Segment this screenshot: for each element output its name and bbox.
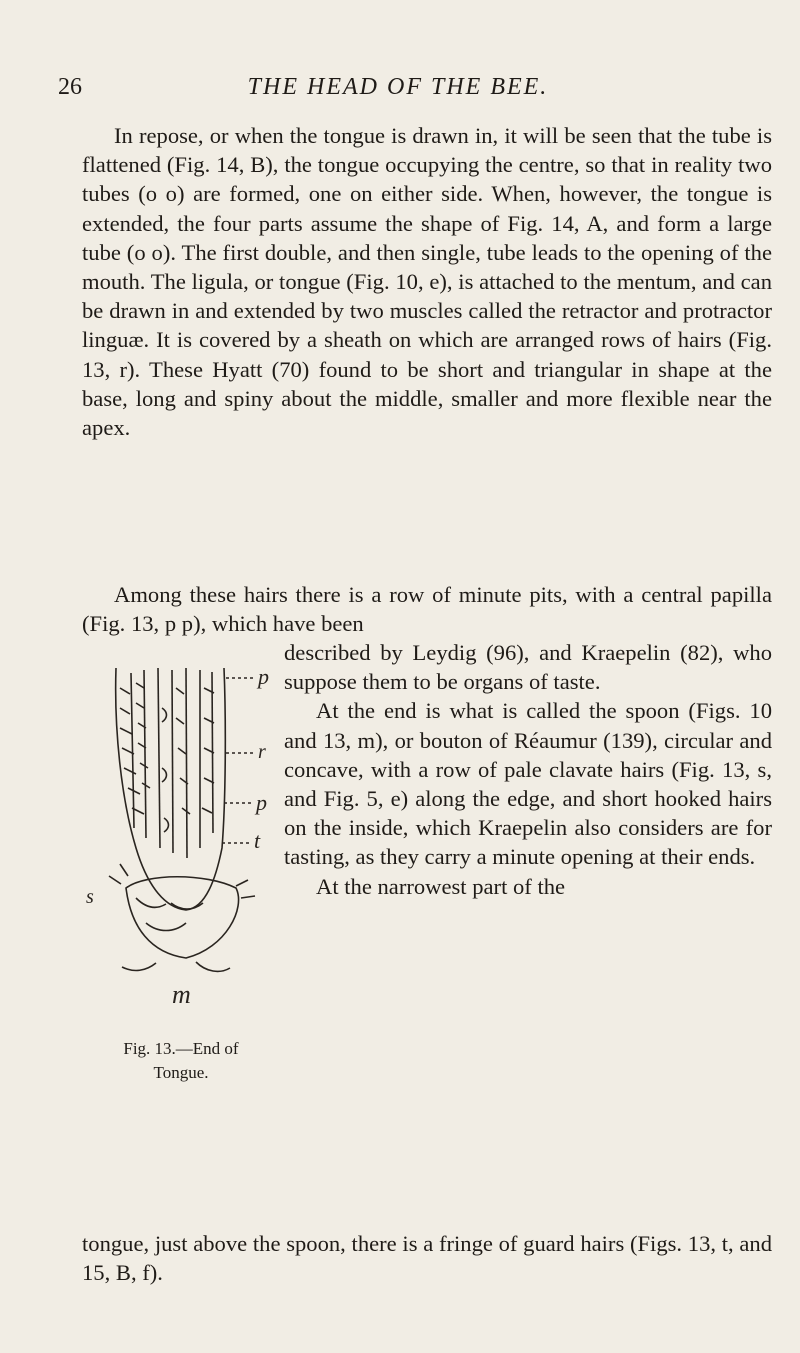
running-title: THE HEAD OF THE BEE.: [247, 74, 549, 100]
wrapped-text-column: [284, 638, 772, 901]
label-t: t: [254, 828, 261, 853]
tongue-illustration: [76, 648, 286, 1038]
tongue-figure: [76, 648, 286, 1038]
caption-line-1: Fig. 13.—End of: [123, 1039, 239, 1058]
paragraph-4-start: At the narrowest part of the: [316, 873, 566, 899]
label-m: m: [172, 980, 191, 1009]
paragraph-2-wrap: described by Leydig (96), and Kraepelin (82), who suppose them to be organs of taste.: [284, 640, 772, 695]
label-s: s: [86, 886, 94, 908]
label-p-mid: p: [256, 790, 267, 815]
page-number: 26: [58, 74, 82, 100]
paragraph-2-top: Among these hairs there is a row of minute pits, with a central papilla (Fig. 13, p p), which have been: [82, 582, 772, 637]
caption-line-2: Tongue.: [153, 1063, 209, 1082]
label-p-top: p: [258, 664, 269, 689]
paragraph-4-end: tongue, just above the spoon, there is a fringe of guard hairs (Figs. 13, t, and 15, B, f).: [82, 1231, 772, 1286]
figure-caption: [76, 1037, 286, 1085]
paragraph-3: At the end is what is called the spoon (Figs. 10 and 13, m), or bouton of Réaumur (139), circular and concave, with a row of pale clavate hairs (Fig. 13, s, and Fig. 5, e) along the edge, and short hooked hairs on the inside, which Kraepelin also considers are for tasting, as they carry a minute opening at their ends.: [284, 698, 772, 870]
paragraph-1: In repose, or when the tongue is drawn in, it will be seen that the tube is flattened (Fig. 14, B), the tongue occupying the centre, so that in reality two tubes (o o) are formed, one on either side. When, however, the tongue is extended, the four parts assume the shape of Fig. 14, A, and form a large tube (o o). The first double, and then single, tube leads to the opening of the mouth. The ligula, or tongue (Fig. 10, e), is attached to the mentum, and can be drawn in and extended by two muscles called the retractor and protractor linguæ. It is covered by a sheath on which are arranged rows of hairs (Fig. 13, r). These Hyatt (70) found to be short and triangular in shape at the base, long and spiny about the middle, smaller and more flexible near the apex.: [82, 123, 772, 441]
label-r: r: [258, 741, 266, 763]
page-header: [58, 74, 738, 108]
